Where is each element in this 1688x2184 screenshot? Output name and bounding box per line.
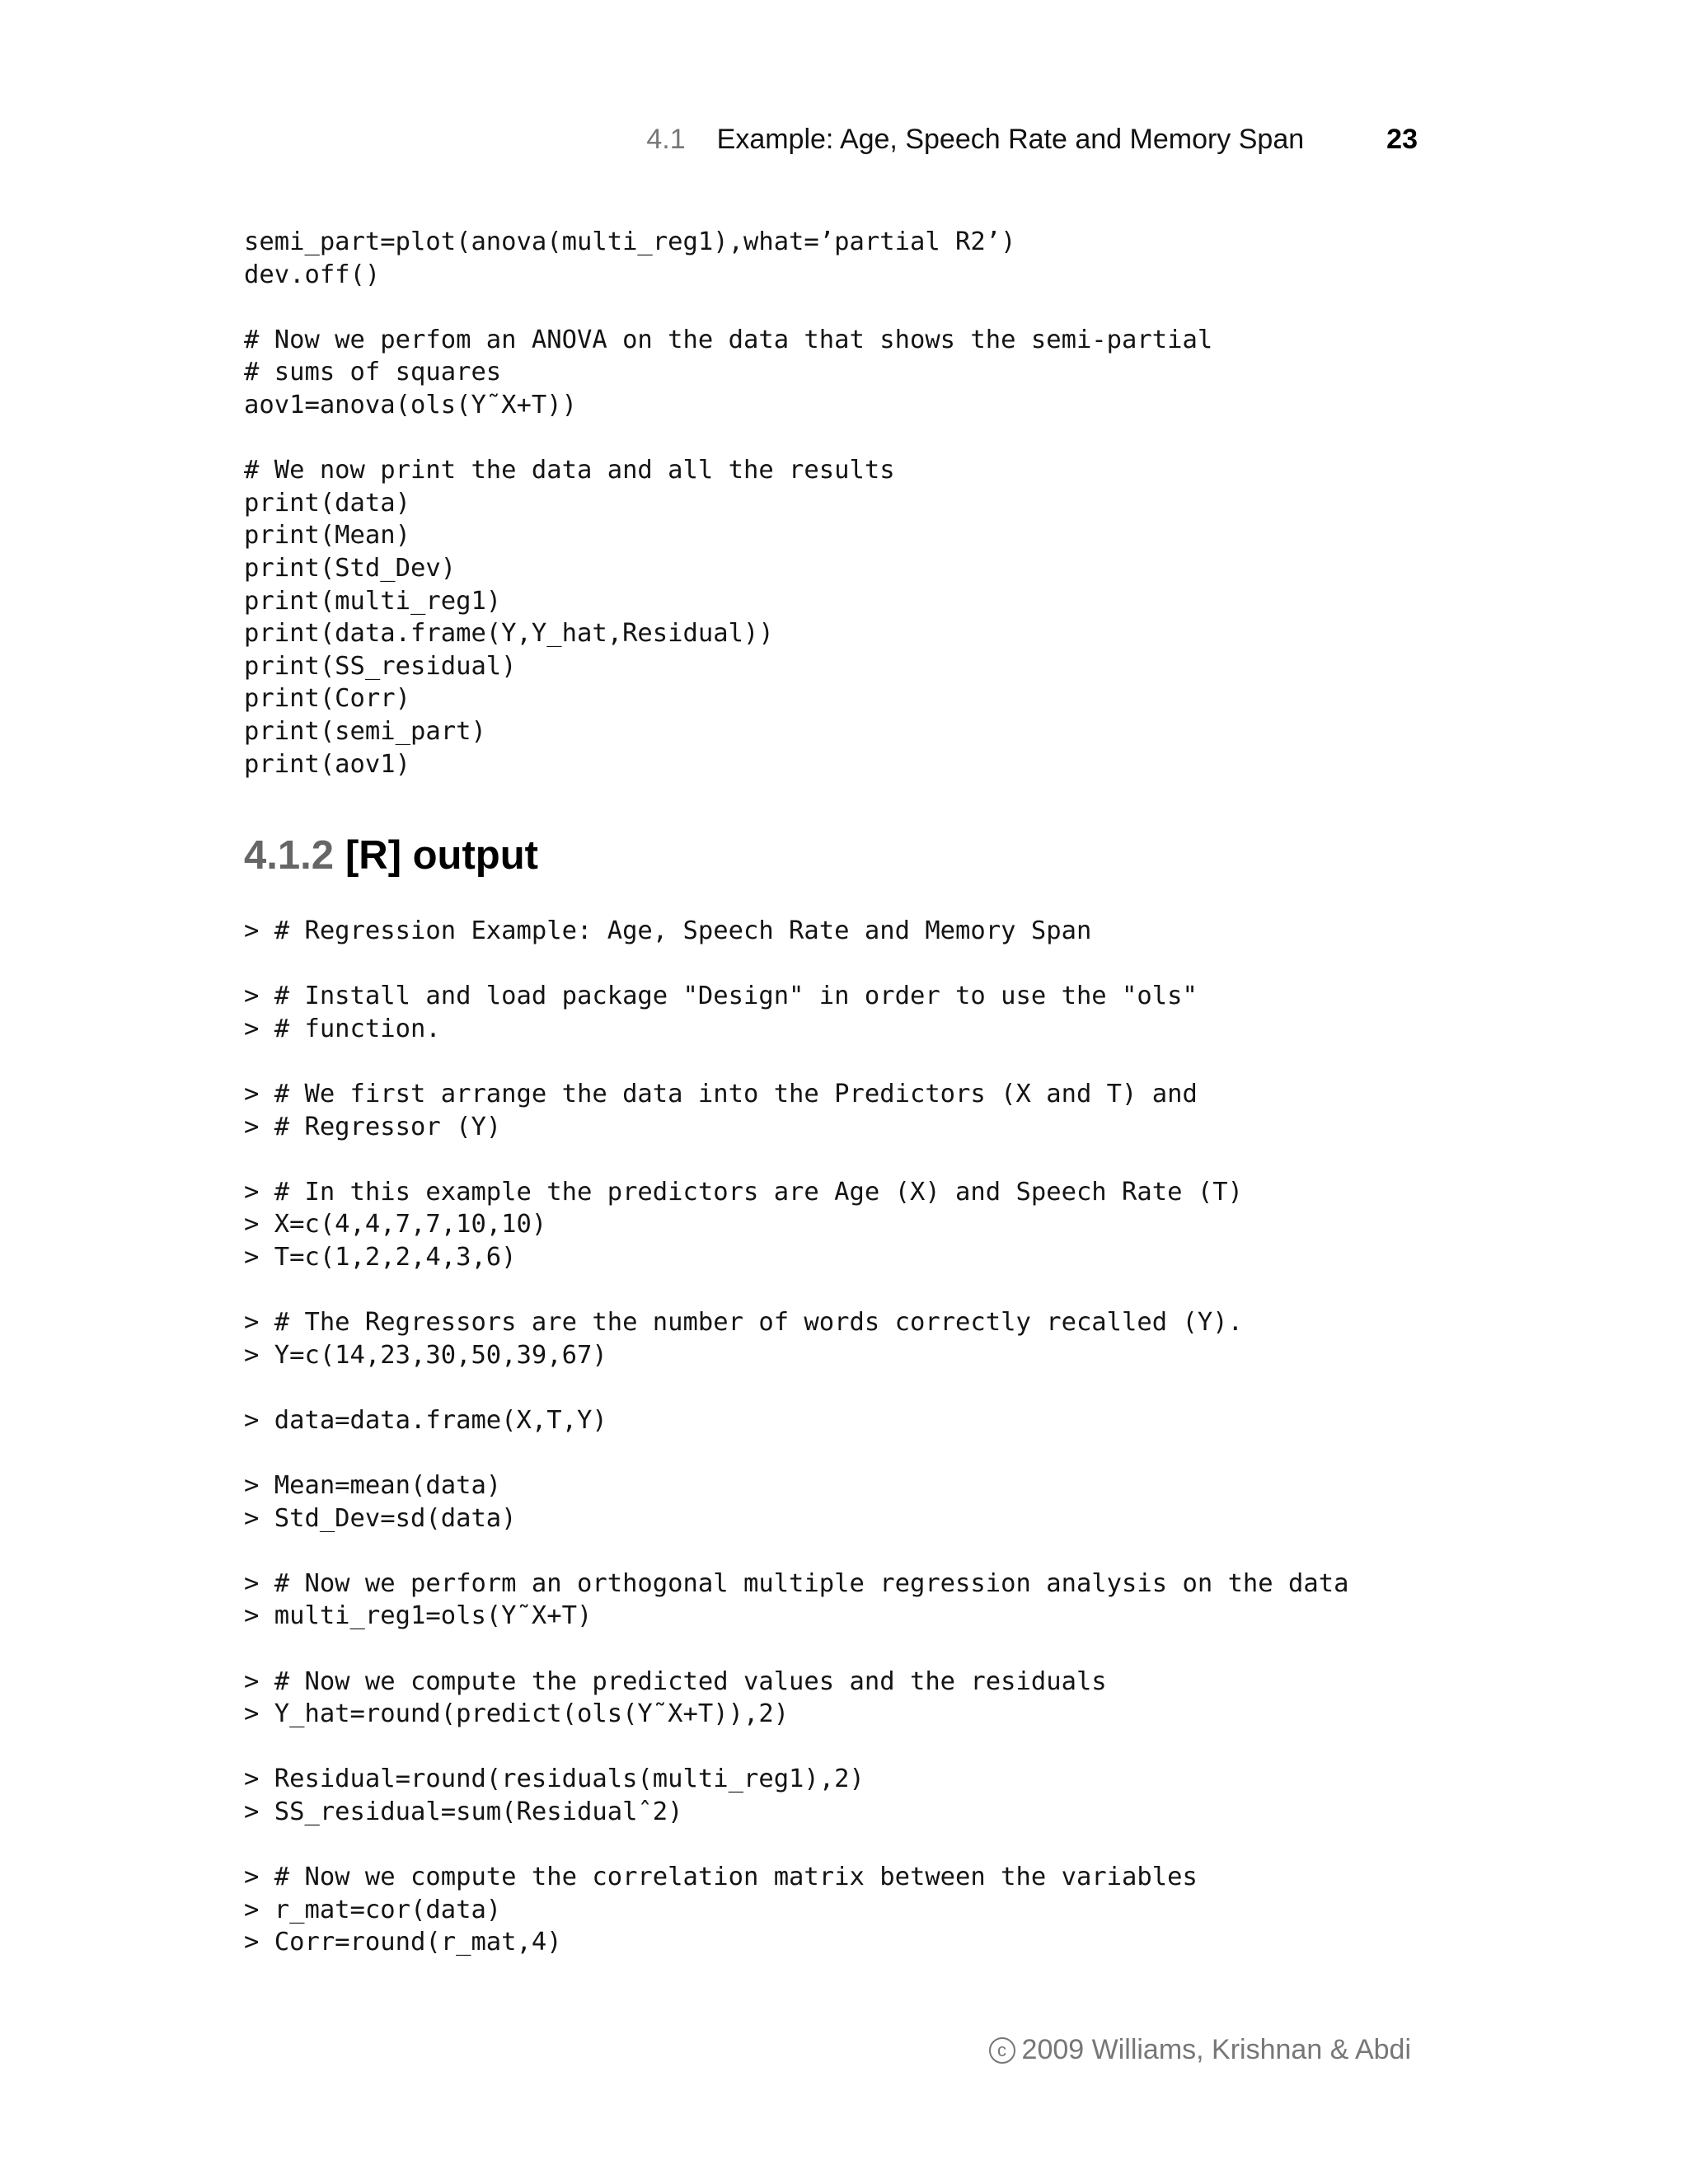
code-line: > # Regression Example: Age, Speech Rate and Memory Span — [244, 916, 1092, 945]
code-block-output — [244, 915, 1348, 1959]
code-line: > # Now we perform an orthogonal multiple regression analysis on the data — [244, 1568, 1349, 1598]
code-block-script — [244, 226, 1212, 780]
code-line: > data=data.frame(X,T,Y) — [244, 1405, 607, 1435]
code-line: > Y=c(14,23,30,50,39,67) — [244, 1340, 607, 1370]
footer-text: 2009 Williams, Krishnan & Abdi — [1021, 2034, 1411, 2065]
code-line — [244, 1731, 1348, 1764]
code-line — [244, 1143, 1348, 1176]
code-line: print(SS_residual) — [244, 651, 517, 681]
code-line: print(Std_Dev) — [244, 553, 457, 583]
code-line: > # Now we compute the correlation matrix between the variables — [244, 1863, 1198, 1892]
code-line: > # Regressor (Y) — [244, 1112, 502, 1141]
code-line — [244, 1371, 1348, 1404]
footer — [989, 2034, 1411, 2066]
code-line: print(aov1) — [244, 749, 410, 779]
code-line: > Mean=mean(data) — [244, 1471, 502, 1501]
code-line: print(multi_reg1) — [244, 586, 502, 616]
code-line — [244, 1829, 1348, 1862]
code-line: > SS_residual=sum(Residualˆ2) — [244, 1797, 683, 1827]
code-line: > Residual=round(residuals(multi_reg1),2) — [244, 1765, 865, 1794]
code-line: print(data) — [244, 488, 410, 518]
code-line — [244, 1437, 1348, 1470]
code-line: semi_part=plot(anova(multi_reg1),what=’partial R2’) — [244, 227, 1016, 256]
copyright-icon: c — [989, 2037, 1015, 2064]
section-number: 4.1.2 — [244, 833, 334, 878]
running-head-section-number: 4.1 — [646, 124, 686, 155]
code-line: > # function. — [244, 1014, 441, 1043]
code-line: > Std_Dev=sd(data) — [244, 1503, 517, 1533]
code-line — [244, 1274, 1348, 1307]
code-line: > r_mat=cor(data) — [244, 1895, 502, 1924]
code-line: # Now we perfom an ANOVA on the data that shows the semi-partial — [244, 325, 1213, 354]
code-line — [244, 422, 1212, 455]
code-line: > multi_reg1=ols(Y˜X+T) — [244, 1601, 593, 1631]
code-line: > # Now we compute the predicted values and the residuals — [244, 1666, 1107, 1696]
code-line — [244, 1633, 1348, 1666]
code-line: > Y_hat=round(predict(ols(Y˜X+T)),2) — [244, 1699, 790, 1729]
code-line — [244, 948, 1348, 981]
code-line — [244, 1045, 1348, 1078]
code-line: > T=c(1,2,2,4,3,6) — [244, 1242, 517, 1272]
code-line: > # Install and load package "Design" in order to use the "ols" — [244, 982, 1198, 1011]
code-line — [244, 291, 1212, 324]
running-head — [646, 124, 1418, 165]
running-head-section-title: Example: Age, Speech Rate and Memory Span — [716, 124, 1305, 155]
section-title: [R] output — [345, 833, 538, 878]
code-line — [244, 1535, 1348, 1568]
page-number: 23 — [1386, 124, 1418, 155]
code-line: print(Mean) — [244, 521, 410, 551]
code-line: > X=c(4,4,7,7,10,10) — [244, 1210, 547, 1240]
code-line: aov1=anova(ols(Y˜X+T)) — [244, 390, 577, 419]
code-line: dev.off() — [244, 260, 381, 289]
code-line: # We now print the data and all the results — [244, 456, 895, 485]
code-line: > # In this example the predictors are Age (X) and Speech Rate (T) — [244, 1177, 1243, 1207]
code-line: > # We first arrange the data into the Predictors (X and T) and — [244, 1079, 1198, 1108]
code-line: print(data.frame(Y,Y_hat,Residual)) — [244, 619, 774, 649]
section-heading — [244, 832, 538, 879]
code-line: print(semi_part) — [244, 716, 486, 746]
code-line: print(Corr) — [244, 684, 410, 714]
code-line: # sums of squares — [244, 358, 502, 387]
code-line: > Corr=round(r_mat,4) — [244, 1928, 562, 1957]
code-line: > # The Regressors are the number of words correctly recalled (Y). — [244, 1308, 1243, 1338]
